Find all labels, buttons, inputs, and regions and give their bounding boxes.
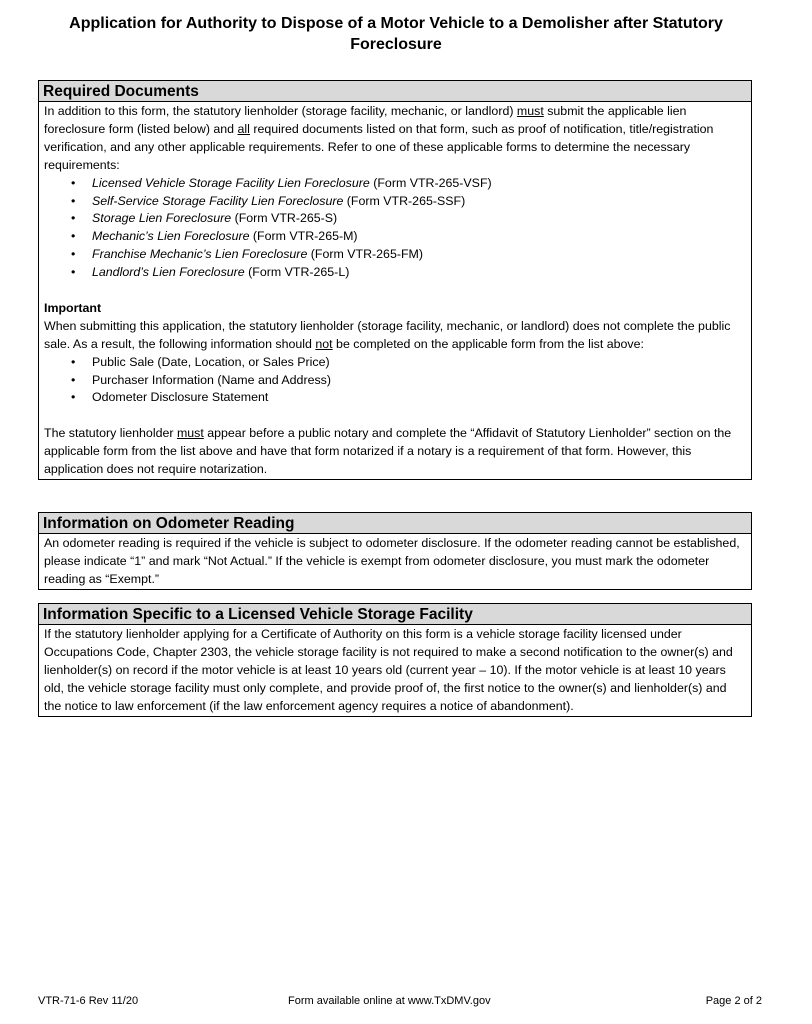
storage-facility-text: If the statutory lienholder applying for a Certificate of Authority on this form is a vehicle storage facility licensed under Occupations Code, Chapter 2303, the vehicle storage facility is not required to make a second notification to the owner(s) and lienholder(s) on record if the motor vehicle is at least 10 years old (current year – 10). If the motor vehicle is at least 10 years old, the vehicle storage facility must only complete, and provide proof of, the first notice to the owner(s) and lienholder(s) and the notice to law enforcement (if the law enforcement agency requires a notice of abandonment). [44, 627, 733, 713]
foreclosure-forms-list [44, 175, 746, 282]
intro-text-3: required documents listed on that form, such as proof of notification, title/registration verification, and any other applicable requirements. Refer to one of these applicable forms to determine the necessary requirements: [44, 121, 714, 172]
list-item [92, 246, 746, 264]
storage-facility-body [39, 625, 751, 716]
important-emphasis-not: not [315, 336, 333, 351]
form-code: (Form VTR-265-M) [249, 229, 358, 244]
form-name: Licensed Vehicle Storage Facility Lien Foreclosure [92, 175, 370, 190]
list-item [92, 175, 746, 193]
document-title: Application for Authority to Dispose of a Motor Vehicle to a Demolisher after Statutory Foreclosure [69, 15, 723, 53]
closing-text-1: The statutory lienholder [44, 426, 177, 441]
intro-emphasis-all: all [237, 121, 250, 136]
storage-facility-heading: Information Specific to a Licensed Vehicle Storage Facility [39, 604, 751, 625]
intro-text-2: submit the applicable lien foreclosure form (listed below) and [44, 104, 687, 136]
list-item [92, 264, 746, 282]
form-code: (Form VTR-265-SSF) [343, 193, 466, 208]
form-name: Mechanic’s Lien Foreclosure [92, 229, 250, 244]
footer-form-id: VTR-71-6 Rev 11/20 [38, 995, 139, 1007]
notarization-text [44, 425, 746, 479]
intro-text-1: In addition to this form, the statutory lienholder (storage facility, mechanic, or landlord) [44, 104, 517, 118]
list-item [92, 210, 746, 228]
form-name: Landlord’s Lien Foreclosure [92, 265, 245, 280]
form-code: (Form VTR-265-L) [244, 265, 350, 280]
form-name: Self-Service Storage Facility Lien Foreclosure [92, 193, 344, 208]
required-documents-intro [44, 103, 746, 175]
closing-emphasis-must: must [176, 426, 204, 441]
form-name: Franchise Mechanic’s Lien Foreclosure [92, 247, 308, 262]
important-text-2: be completed on the applicable form from the list above: [332, 336, 644, 351]
list-item: • Purchaser Information (Name and Address) [92, 372, 746, 390]
form-code: (Form VTR-265-VSF) [369, 175, 492, 190]
form-name: Storage Lien Foreclosure [92, 211, 232, 226]
form-code: (Form VTR-265-FM) [307, 247, 423, 262]
footer-page-number: Page 2 of 2 [705, 995, 762, 1007]
list-item [92, 193, 746, 211]
required-documents-heading: Required Documents [39, 81, 751, 102]
important-text [44, 318, 746, 354]
odometer-section [38, 512, 752, 590]
list-item [92, 228, 746, 246]
list-item: • Public Sale (Date, Location, or Sales Price) [92, 354, 746, 372]
closing-text-2: appear before a public notary and complete the “Affidavit of Statutory Lienholder” section on the applicable form from the list above and have that form notarized if a notary is a requirement of that form. However, this application does not require notarization. [44, 426, 732, 477]
important-text-1: When submitting this application, the statutory lienholder (storage facility, mechanic, or landlord) does not complete the public sale. As a result, the following information should [44, 318, 731, 351]
not-completed-list [44, 354, 746, 408]
storage-facility-section [38, 603, 752, 717]
footer-online-link[interactable]: Form available online at www.TxDMV.gov [288, 995, 491, 1007]
odometer-heading: Information on Odometer Reading [39, 513, 751, 534]
form-code: (Form VTR-265-S) [231, 211, 338, 226]
required-documents-section [38, 80, 752, 480]
odometer-text: An odometer reading is required if the vehicle is subject to odometer disclosure. If the odometer reading cannot be established, please indicate “1” and mark “Not Actual.” If the vehicle is exempt from odometer disclosure, you must mark the odometer reading as “Exempt.” [44, 536, 740, 586]
intro-emphasis-must: must [516, 104, 544, 118]
list-item: • Odometer Disclosure Statement [92, 389, 746, 407]
required-documents-body [39, 102, 751, 479]
odometer-body [39, 534, 751, 589]
important-label: Important [44, 300, 102, 315]
